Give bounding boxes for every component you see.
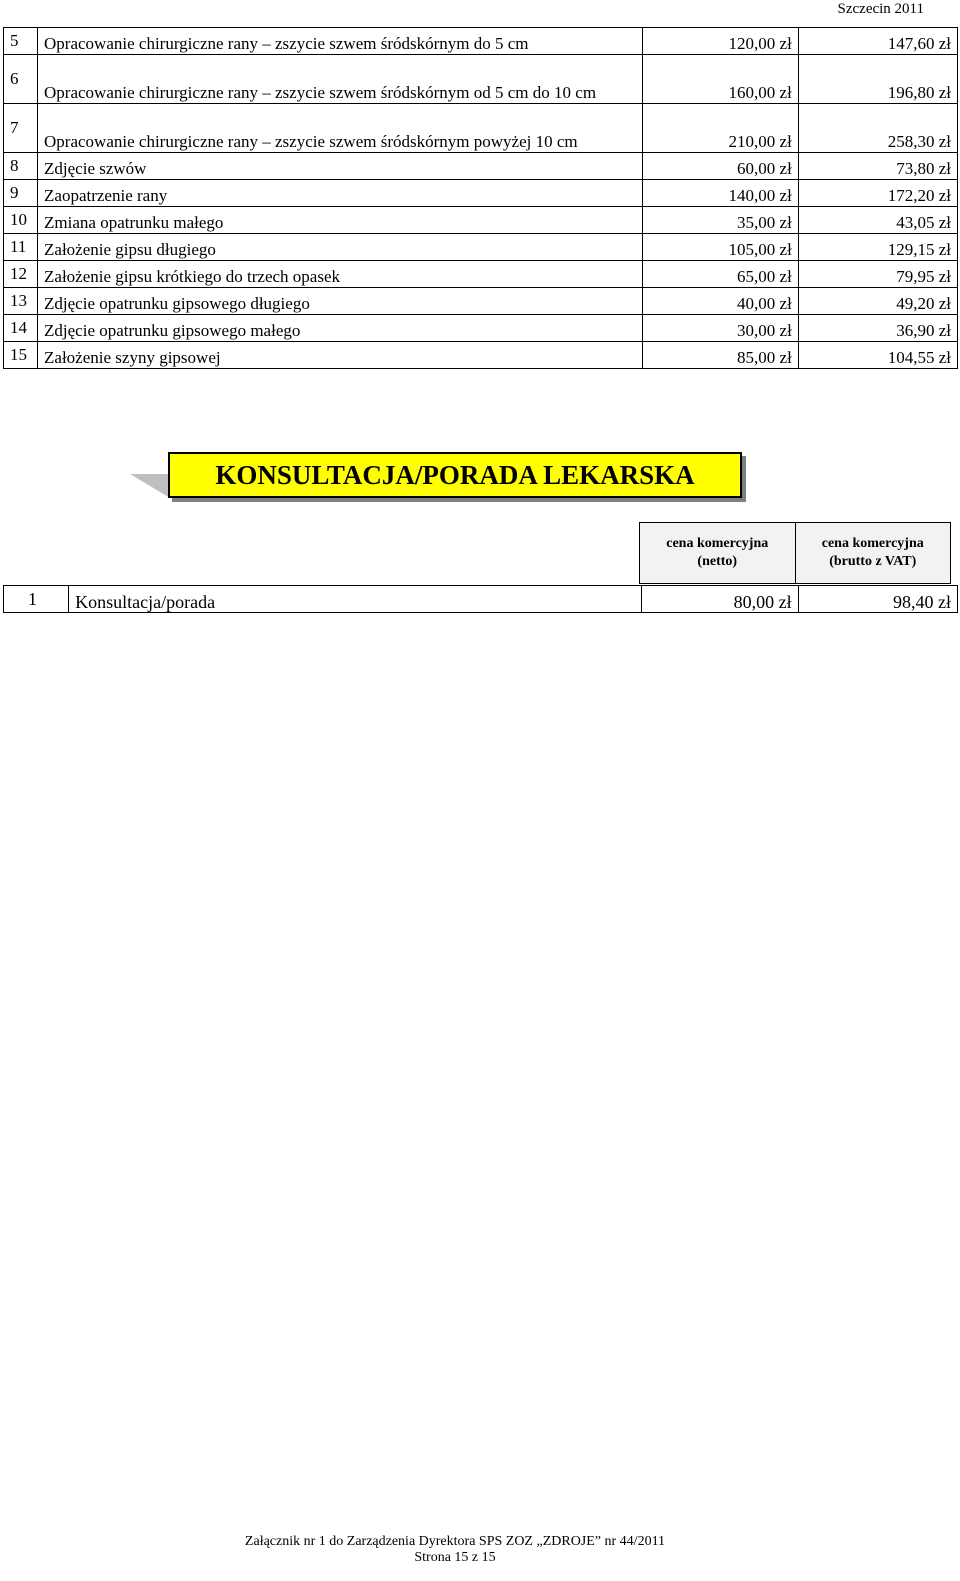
consultation-table — [3, 585, 958, 613]
table-row — [4, 315, 958, 342]
price-netto: 35,00 zł — [642, 207, 798, 234]
row-number: 1 — [4, 586, 69, 613]
header-location-year: Szczecin 2011 — [837, 1, 924, 17]
price-brutto: 73,80 zł — [798, 153, 957, 180]
table-row — [4, 207, 958, 234]
price-netto: 85,00 zł — [642, 342, 798, 369]
table-row — [4, 104, 958, 153]
price-netto: 65,00 zł — [642, 261, 798, 288]
procedure-name: Zdjęcie opatrunku gipsowego małego — [38, 315, 643, 342]
column-header-netto — [640, 523, 796, 584]
price-brutto: 49,20 zł — [798, 288, 957, 315]
row-number: 12 — [4, 261, 38, 288]
price-brutto: 129,15 zł — [798, 234, 957, 261]
price-brutto: 36,90 zł — [798, 315, 957, 342]
price-netto: 120,00 zł — [642, 28, 798, 55]
price-brutto: 172,20 zł — [798, 180, 957, 207]
column-header-netto-line1: cena komercyjna — [666, 536, 769, 551]
price-netto: 40,00 zł — [642, 288, 798, 315]
section-banner — [130, 452, 750, 500]
table-row — [4, 261, 958, 288]
price-column-headers — [639, 522, 951, 584]
procedure-name: Założenie gipsu długiego — [38, 234, 643, 261]
price-brutto: 196,80 zł — [798, 55, 957, 104]
row-number: 11 — [4, 234, 38, 261]
column-header-brutto — [795, 523, 951, 584]
price-netto: 30,00 zł — [642, 315, 798, 342]
procedure-name: Założenie gipsu krótkiego do trzech opasek — [38, 261, 643, 288]
procedure-name: Konsultacja/porada — [69, 586, 642, 613]
price-netto: 80,00 zł — [642, 586, 798, 613]
price-netto: 160,00 zł — [642, 55, 798, 104]
row-number: 13 — [4, 288, 38, 315]
row-number: 7 — [4, 104, 38, 153]
row-number: 6 — [4, 55, 38, 104]
price-netto: 140,00 zł — [642, 180, 798, 207]
procedure-name: Opracowanie chirurgiczne rany – zszycie szwem śródskórnym powyżej 10 cm — [38, 104, 643, 153]
table-row — [4, 153, 958, 180]
section-title: KONSULTACJA/PORADA LEKARSKA — [168, 452, 742, 498]
price-brutto: 258,30 zł — [798, 104, 957, 153]
column-header-brutto-line1: cena komercyjna — [821, 536, 924, 551]
footer-attachment-note: Załącznik nr 1 do Zarządzenia Dyrektora SPS ZOZ „ZDROJE” nr 44/2011 — [244, 1534, 666, 1549]
column-header-brutto-line2: (brutto z VAT) — [829, 554, 917, 569]
procedure-name: Zdjęcie opatrunku gipsowego długiego — [38, 288, 643, 315]
table-row — [4, 28, 958, 55]
footer-page-number: Strona 15 z 15 — [414, 1550, 496, 1565]
price-brutto: 98,40 zł — [798, 586, 957, 613]
table-row — [4, 342, 958, 369]
row-number: 9 — [4, 180, 38, 207]
price-netto: 210,00 zł — [642, 104, 798, 153]
row-number: 15 — [4, 342, 38, 369]
table-row — [4, 586, 958, 613]
procedure-name: Zaopatrzenie rany — [38, 180, 643, 207]
procedure-name: Zdjęcie szwów — [38, 153, 643, 180]
procedures-table — [3, 27, 958, 369]
procedure-name: Założenie szyny gipsowej — [38, 342, 643, 369]
row-number: 10 — [4, 207, 38, 234]
price-brutto: 43,05 zł — [798, 207, 957, 234]
price-netto: 105,00 zł — [642, 234, 798, 261]
table-row — [4, 180, 958, 207]
table-row — [4, 288, 958, 315]
table-row — [4, 55, 958, 104]
banner-shadow-decoration — [130, 474, 170, 498]
price-brutto: 79,95 zł — [798, 261, 957, 288]
procedure-name: Opracowanie chirurgiczne rany – zszycie szwem śródskórnym do 5 cm — [38, 28, 643, 55]
price-brutto: 147,60 zł — [798, 28, 957, 55]
procedure-name: Opracowanie chirurgiczne rany – zszycie szwem śródskórnym od 5 cm do 10 cm — [38, 55, 643, 104]
row-number: 5 — [4, 28, 38, 55]
price-netto: 60,00 zł — [642, 153, 798, 180]
row-number: 8 — [4, 153, 38, 180]
table-row — [4, 234, 958, 261]
column-header-netto-line2: (netto) — [697, 554, 738, 569]
price-brutto: 104,55 zł — [798, 342, 957, 369]
procedure-name: Zmiana opatrunku małego — [38, 207, 643, 234]
row-number: 14 — [4, 315, 38, 342]
